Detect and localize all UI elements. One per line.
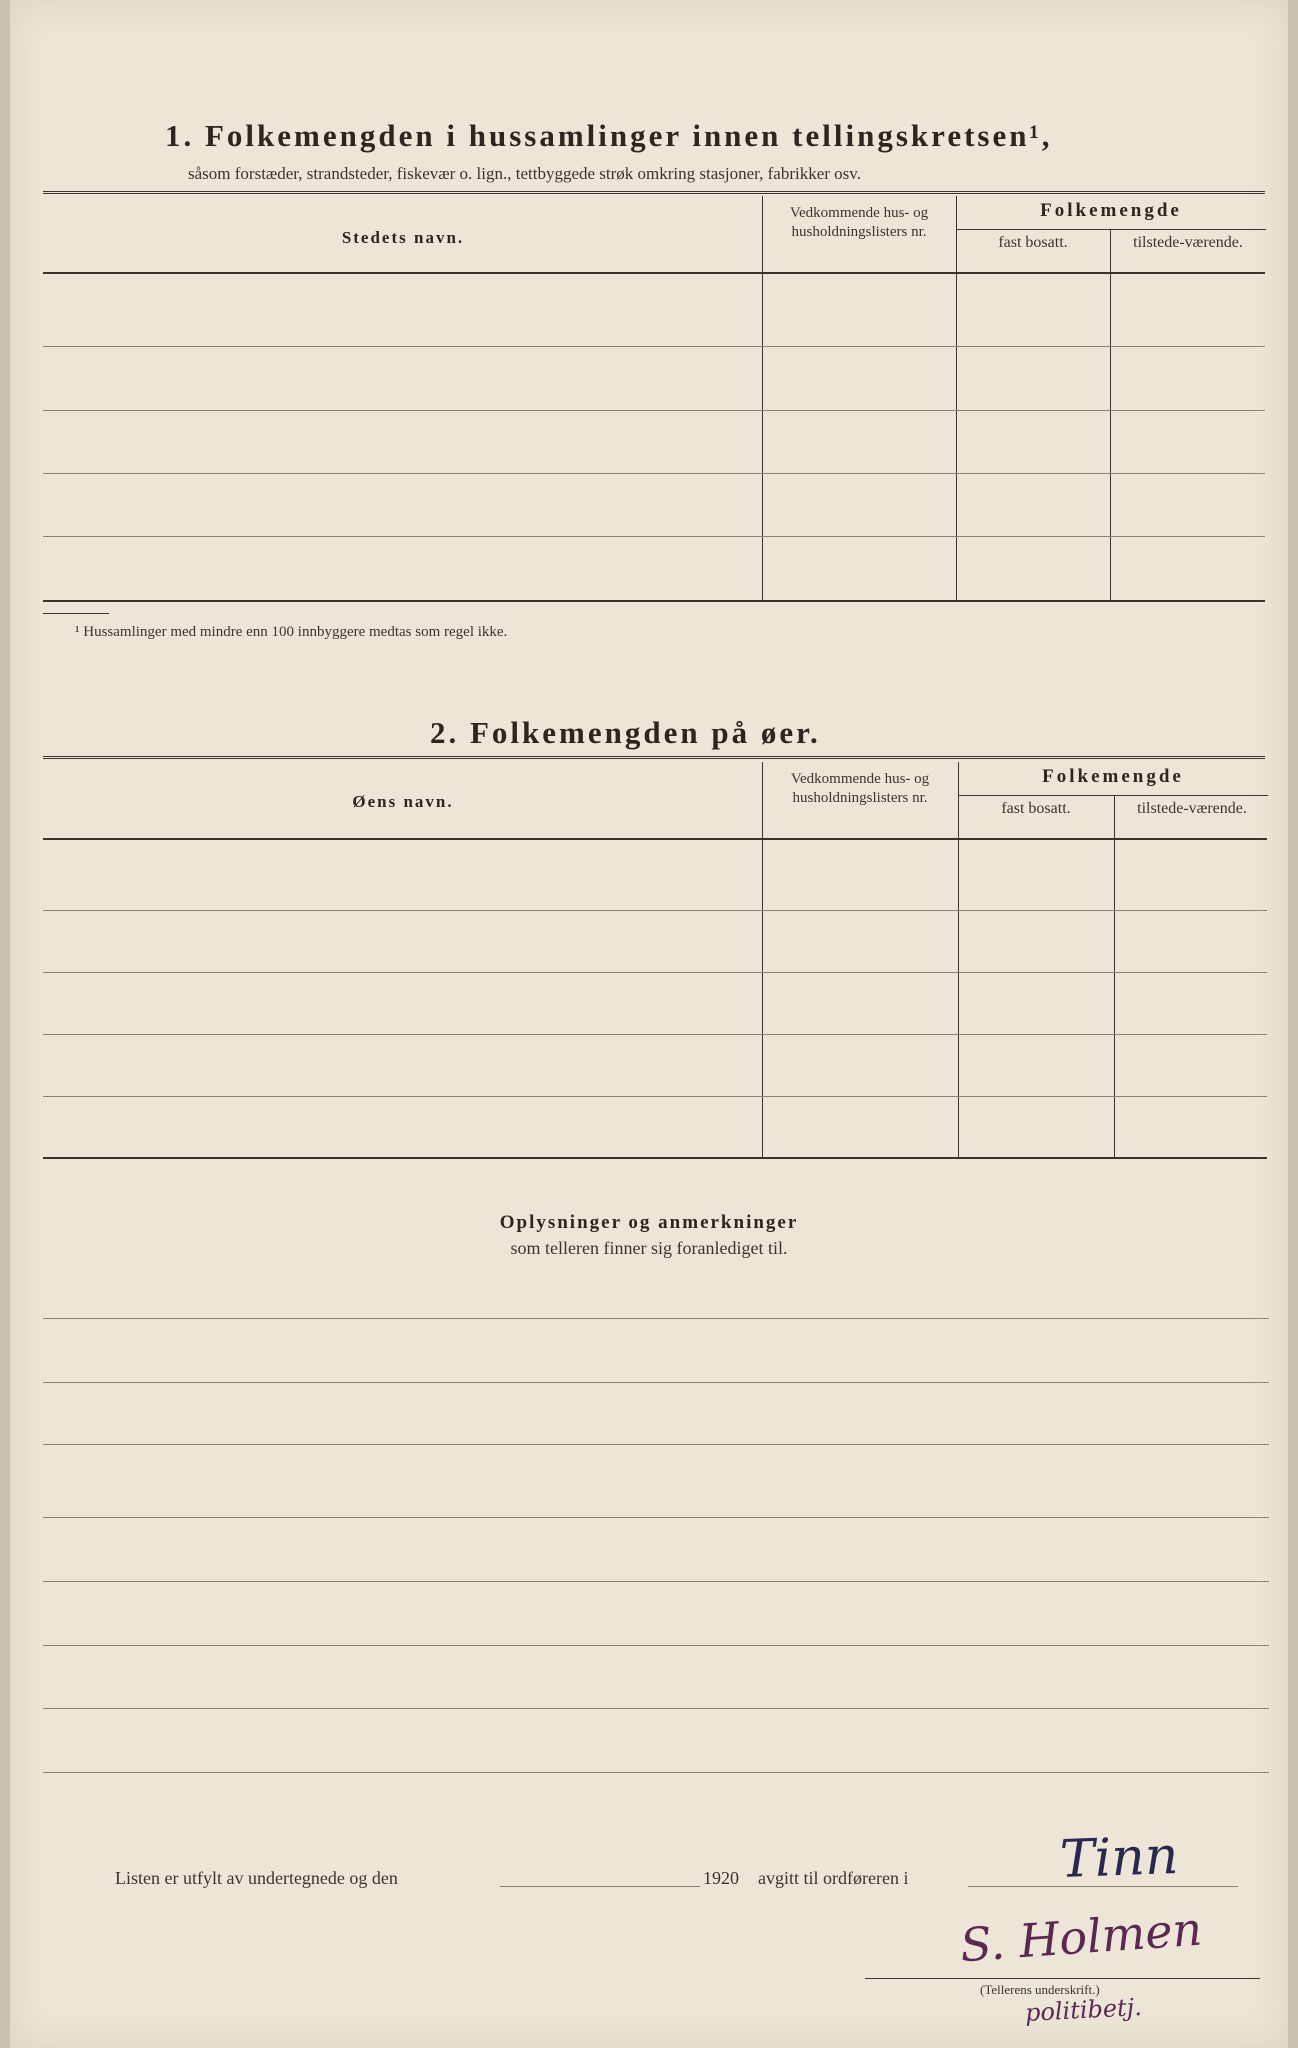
footer-signature-handwritten: S. Holmen bbox=[958, 1901, 1204, 1973]
section2-col-list: Vedkommende hus- og husholdningslisters nr. bbox=[790, 771, 930, 806]
footer-year: 1920 bbox=[703, 1868, 739, 1888]
footer-place-handwritten: Tinn bbox=[1058, 1825, 1180, 1891]
section1-footnote: ¹ Hussamlinger med mindre enn 100 innbyggere medtas som regel ikke. bbox=[75, 624, 508, 640]
section1-col-folkemengde: Folkemengde bbox=[1040, 200, 1182, 221]
section1-col-list: Vedkommende hus- og husholdningslisters nr. bbox=[789, 205, 929, 240]
footer-text1: Listen er utfylt av undertegnede og den bbox=[115, 1868, 398, 1888]
section1-col-tilstede: tilstede-værende. bbox=[1133, 234, 1243, 251]
section1-bottom-rule bbox=[43, 600, 1265, 602]
section2-col-fast: fast bosatt. bbox=[1001, 800, 1071, 817]
section2-col-folkemengde: Folkemengde bbox=[1042, 766, 1184, 787]
census-form-page bbox=[10, 0, 1288, 2048]
section1-top-rule bbox=[43, 191, 1265, 194]
section2-bottom-rule bbox=[43, 1157, 1267, 1159]
section1-subtitle: såsom forstæder, strandsteder, fiskevær o. lign., tettbyggede strøk omkring stasjoner, fabrikker osv. bbox=[188, 164, 861, 183]
section2-col-name: Øens navn. bbox=[352, 792, 454, 811]
section2-title: 2. Folkemengden på øer. bbox=[430, 715, 821, 750]
section3-subtitle: som telleren finner sig foranlediget til. bbox=[510, 1238, 788, 1258]
footer-text2: avgitt til ordføreren i bbox=[758, 1868, 909, 1888]
section1-col-fast: fast bosatt. bbox=[998, 234, 1068, 251]
footer-title-handwritten: politibetj. bbox=[1024, 1992, 1143, 2028]
footer-date-blank bbox=[500, 1886, 700, 1887]
section1-header-rule bbox=[43, 272, 1265, 274]
section2-col-tilstede: tilstede-værende. bbox=[1137, 800, 1247, 817]
footer-signature-caption: (Tellerens underskrift.) bbox=[980, 1982, 1100, 1997]
section2-header-rule bbox=[43, 838, 1267, 840]
section2-top-rule bbox=[43, 756, 1265, 759]
section1-title: 1. Folkemengden i hussamlinger innen tellingskretsen¹, bbox=[165, 118, 1053, 153]
section3-title: Oplysninger og anmerkninger bbox=[499, 1212, 799, 1233]
section1-col-name: Stedets navn. bbox=[341, 228, 465, 247]
